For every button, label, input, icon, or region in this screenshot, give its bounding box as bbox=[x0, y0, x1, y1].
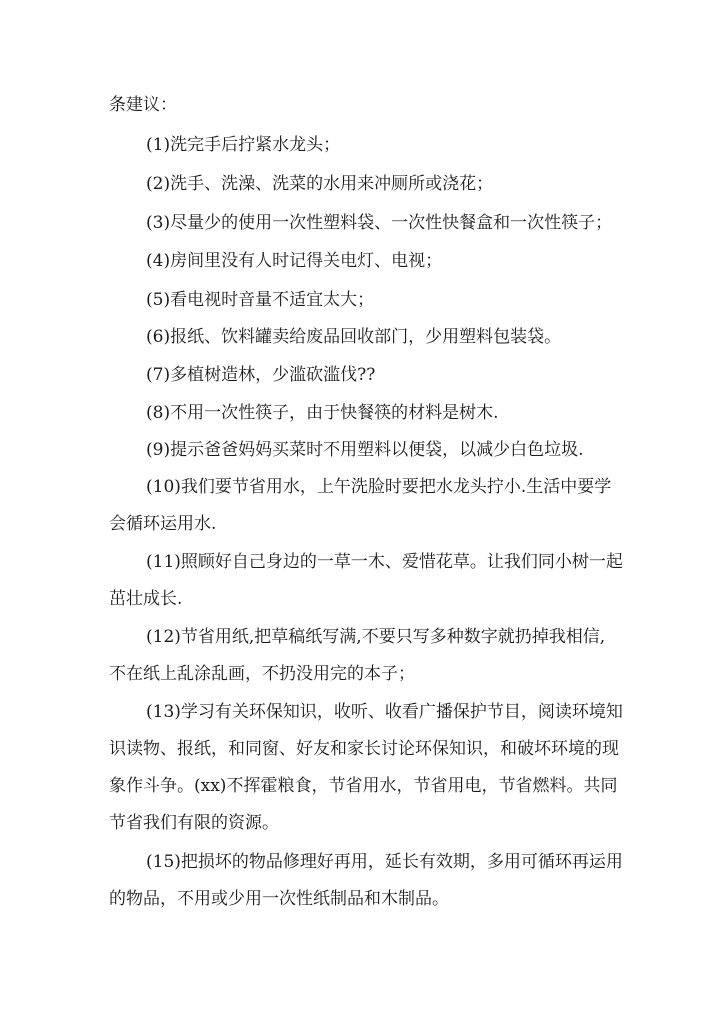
item-1-line-1: (1)洗完手后拧紧水龙头； bbox=[146, 135, 341, 155]
item-15-line-1: (15)把损坏的物品修理好再用，延长有效期，多用可循环再运用 bbox=[146, 852, 623, 872]
item-12-line-1: (12)节省用纸,把草稿纸写满,不要只写多种数字就扔掉我相信, bbox=[146, 627, 606, 647]
item-11-line-1: (11)照顾好自己身边的一草一木、爱惜花草。让我们同小树一起 bbox=[146, 552, 623, 572]
item-12-line-2: 不在纸上乱涂乱画，不扔没用完的本子； bbox=[109, 664, 415, 684]
item-6-line-1: (6)报纸、饮料罐卖给废品回收部门，少用塑料包装袋。 bbox=[146, 327, 562, 347]
item-8-line-1: (8)不用一次性筷子，由于快餐筷的材料是树木. bbox=[146, 403, 499, 423]
item-13-line-3: 象作斗争。(xx)不挥霍粮食，节省用水，节省用电，节省燃料。共同 bbox=[109, 776, 618, 796]
item-13-line-1: (13)学习有关环保知识，收听、收看广播保护节目，阅读环境知 bbox=[146, 702, 623, 722]
item-13-line-2: 识读物、报纸，和同窗、好友和家长讨论环保知识，和破坏环境的现 bbox=[109, 739, 619, 759]
item-10-line-2: 会循环运用水. bbox=[109, 514, 217, 534]
item-9-line-1: (9)提示爸爸妈妈买菜时不用塑料以便袋，以减少白色垃圾. bbox=[146, 440, 584, 460]
item-3-line-1: (3)尽量少的使用一次性塑料袋、一次性快餐盒和一次性筷子； bbox=[146, 213, 613, 233]
item-2-line-1: (2)洗手、洗澡、洗菜的水用来冲厕所或浇花； bbox=[146, 174, 494, 194]
item-13-line-4: 节省我们有限的资源。 bbox=[109, 813, 279, 833]
item-15-line-2: 的物品，不用或少用一次性纸制品和木制品。 bbox=[109, 889, 449, 909]
item-4-line-1: (4)房间里没有人时记得关电灯、电视； bbox=[146, 251, 443, 271]
item-10-line-1: (10)我们要节省用水，上午洗脸时要把水龙头拧小.生活中要学 bbox=[146, 477, 612, 497]
item-11-line-2: 茁壮成长. bbox=[109, 589, 183, 609]
heading-line: 条建议： bbox=[109, 95, 177, 115]
item-5-line-1: (5)看电视时音量不适宜太大； bbox=[146, 290, 375, 310]
item-7-line-1: (7)多植树造林，少滥砍滥伐?? bbox=[146, 365, 376, 385]
